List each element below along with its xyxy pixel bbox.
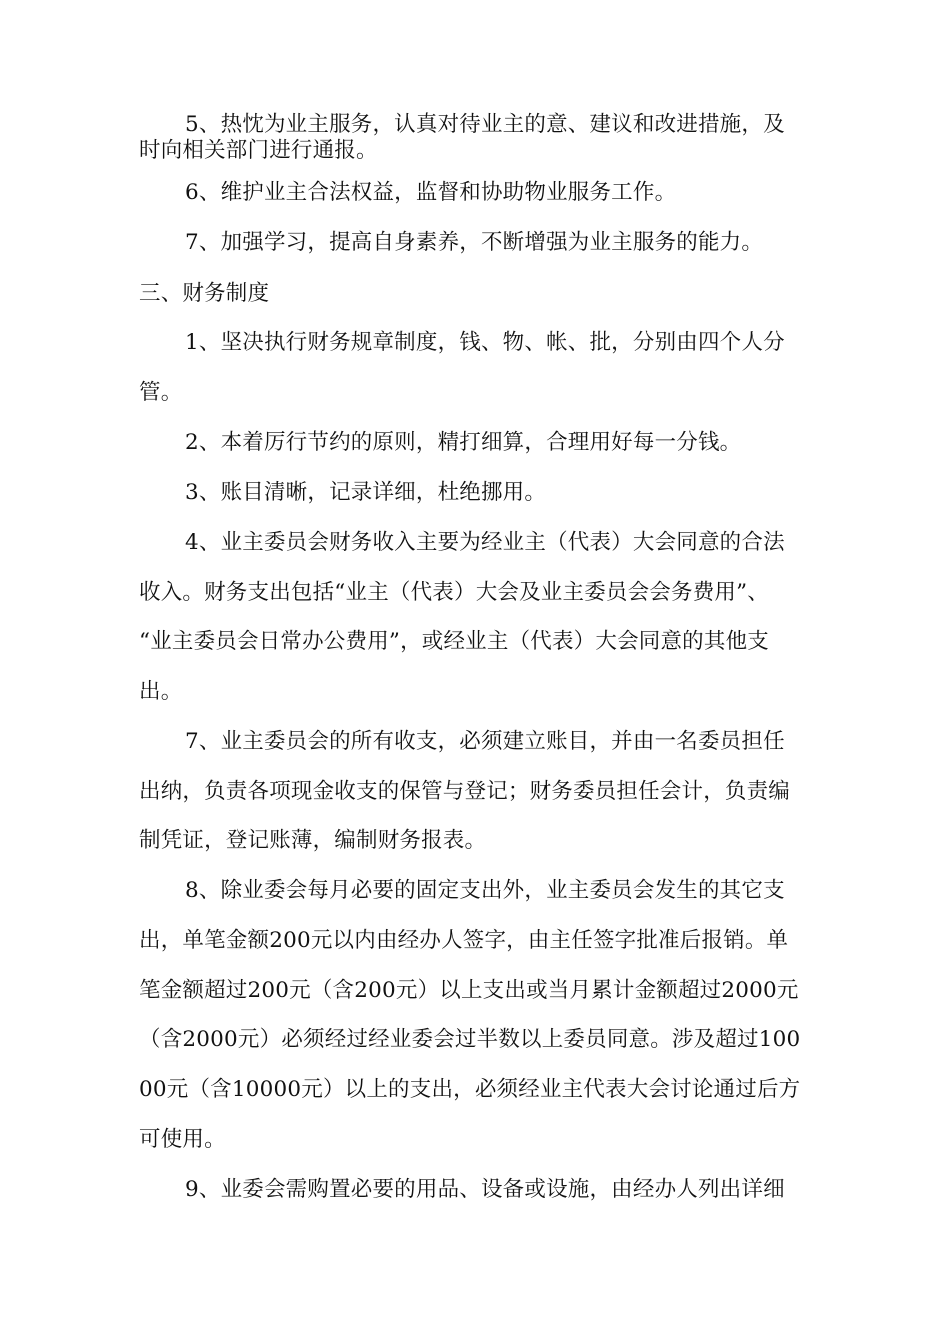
text-line: 8、除业委会每月必要的固定支出外，业主委员会发生的其它支 <box>185 878 785 903</box>
text-line: 2、本着厉行节约的原则，精打细算，合理用好每一分钱。 <box>185 430 742 455</box>
text-line: 出。 <box>139 679 183 704</box>
text-line: 管。 <box>139 380 183 405</box>
text-line: 5、热忱为业主服务，认真对待业主的意、建议和改进措施，及 <box>185 112 785 137</box>
text-line: 4、业主委员会财务收入主要为经业主（代表）大会同意的合法 <box>185 530 785 555</box>
text-line: 9、业委会需购置必要的用品、设备或设施，由经办人列出详细 <box>185 1177 785 1202</box>
text-line: 可使用。 <box>139 1127 226 1152</box>
text-line: 3、账目清晰，记录详细，杜绝挪用。 <box>185 480 547 505</box>
text-line: 出，单笔金额200元以内由经办人签字，由主任签字批准后报销。单 <box>139 928 789 953</box>
text-line: 6、维护业主合法权益，监督和协助物业服务工作。 <box>185 180 677 205</box>
text-line: 收入。财务支出包括“业主（代表）大会及业主委员会会务费用”、 <box>139 580 769 605</box>
text-line: 7、业主委员会的所有收支，必须建立账目，并由一名委员担任 <box>185 729 785 754</box>
section-heading: 三、财务制度 <box>139 281 270 306</box>
text-line: “业主委员会日常办公费用”，或经业主（代表）大会同意的其他支 <box>139 629 769 654</box>
text-line: 7、加强学习，提高自身素养，不断增强为业主服务的能力。 <box>185 230 764 255</box>
text-line: （含2000元）必须经过经业委会过半数以上委员同意。涉及超过100 <box>139 1027 801 1052</box>
text-line: 时向相关部门进行通报。 <box>139 138 378 163</box>
text-line: 1、坚决执行财务规章制度，钱、物、帐、批，分别由四个人分 <box>185 330 785 355</box>
text-line: 笔金额超过200元（含200元）以上支出或当月累计金额超过2000元 <box>139 978 799 1003</box>
text-line: 制凭证，登记账薄，编制财务报表。 <box>139 828 487 853</box>
text-line: 出纳，负责各项现金收支的保管与登记；财务委员担任会计，负责编 <box>139 779 791 804</box>
text-line: 00元（含10000元）以上的支出，必须经业主代表大会讨论通过后方 <box>139 1077 801 1102</box>
